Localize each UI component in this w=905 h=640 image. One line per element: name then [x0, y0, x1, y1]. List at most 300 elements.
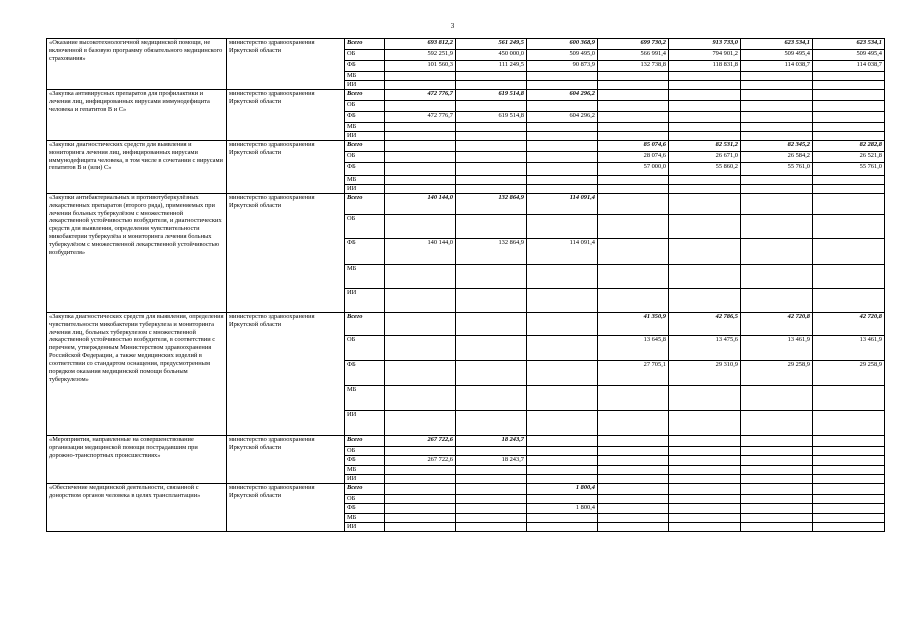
- value-cell: [813, 436, 885, 447]
- value-cell: [813, 523, 885, 532]
- value-cell: 57 000,0: [598, 163, 669, 176]
- value-cell: [813, 185, 885, 194]
- value-cell: [813, 101, 885, 112]
- value-cell: 604 296,2: [527, 112, 598, 123]
- value-cell: [669, 495, 741, 504]
- value-cell: [813, 81, 885, 90]
- value-cell: 623 534,1: [813, 39, 885, 50]
- source-label: ОБ: [345, 215, 385, 239]
- value-cell: [385, 163, 456, 176]
- value-cell: 118 831,8: [669, 61, 741, 72]
- value-cell: [385, 495, 456, 504]
- value-cell: [385, 132, 456, 141]
- value-cell: [385, 81, 456, 90]
- value-cell: [456, 132, 527, 141]
- value-cell: [669, 123, 741, 132]
- value-cell: [741, 123, 813, 132]
- value-cell: [598, 475, 669, 484]
- value-cell: 1 800,4: [527, 484, 598, 495]
- table-row: [47, 313, 885, 336]
- value-cell: [456, 176, 527, 185]
- value-cell: [527, 289, 598, 313]
- value-cell: 114 091,4: [527, 194, 598, 215]
- value-cell: 132 864,9: [456, 194, 527, 215]
- value-cell: [813, 514, 885, 523]
- value-cell: [669, 289, 741, 313]
- value-cell: [385, 466, 456, 475]
- value-cell: [527, 447, 598, 456]
- value-cell: 85 074,6: [598, 141, 669, 152]
- measure-name: «Мероприятия, направленные на совершенствование организации медицинской помощи пострадавшим при дорожно-транспортных происшествиях»: [47, 436, 227, 484]
- source-label: ФБ: [345, 112, 385, 123]
- value-cell: [385, 141, 456, 152]
- value-cell: 509 495,0: [527, 50, 598, 61]
- value-cell: [598, 436, 669, 447]
- value-cell: [527, 72, 598, 81]
- value-cell: [741, 411, 813, 436]
- value-cell: [669, 475, 741, 484]
- value-cell: [385, 289, 456, 313]
- page-number: 3: [450, 22, 455, 30]
- value-cell: [741, 475, 813, 484]
- value-cell: 26 671,0: [669, 152, 741, 163]
- value-cell: [456, 484, 527, 495]
- value-cell: [385, 185, 456, 194]
- value-cell: [456, 313, 527, 336]
- measure-name: «Закупка диагностических средств для выявления, определения чувствительности микобактерии туберкулеза и мониторинга лечения лиц, больных туберкулезом с множественной лекарственной устойчивостью возбудителя, в соответствии с перечнем, утвержденным Министерством здравоохранения Российской Федерации, а также медицинских изделий в соответствии со стандартом оснащения, предусмотренным порядком оказания медицинской помощи больным туберкулезом»: [47, 313, 227, 436]
- value-cell: [598, 185, 669, 194]
- value-cell: 18 243,7: [456, 436, 527, 447]
- source-label: Всего: [345, 90, 385, 101]
- value-cell: [669, 447, 741, 456]
- source-label: Всего: [345, 313, 385, 336]
- value-cell: 114 038,7: [813, 61, 885, 72]
- table-row: [47, 141, 885, 152]
- value-cell: [527, 336, 598, 361]
- value-cell: 41 350,9: [598, 313, 669, 336]
- value-cell: [598, 112, 669, 123]
- value-cell: 132 738,8: [598, 61, 669, 72]
- value-cell: [527, 386, 598, 411]
- source-label: ИИ: [345, 185, 385, 194]
- value-cell: [456, 447, 527, 456]
- value-cell: [813, 466, 885, 475]
- source-label: Всего: [345, 484, 385, 495]
- value-cell: [456, 163, 527, 176]
- source-label: Всего: [345, 194, 385, 215]
- value-cell: 509 495,4: [813, 50, 885, 61]
- value-cell: [527, 132, 598, 141]
- source-label: ОБ: [345, 50, 385, 61]
- value-cell: [813, 265, 885, 289]
- source-label: ИИ: [345, 523, 385, 532]
- value-cell: [741, 386, 813, 411]
- value-cell: [456, 475, 527, 484]
- value-cell: [598, 132, 669, 141]
- value-cell: [385, 361, 456, 386]
- value-cell: [669, 523, 741, 532]
- value-cell: [385, 475, 456, 484]
- value-cell: [456, 504, 527, 514]
- source-label: ФБ: [345, 61, 385, 72]
- source-label: ФБ: [345, 504, 385, 514]
- value-cell: [669, 466, 741, 475]
- budget-table: [46, 38, 885, 532]
- value-cell: [598, 194, 669, 215]
- value-cell: 28 074,6: [598, 152, 669, 163]
- value-cell: 619 514,8: [456, 90, 527, 101]
- value-cell: [741, 72, 813, 81]
- table-row: [47, 194, 885, 215]
- source-label: МБ: [345, 72, 385, 81]
- value-cell: 619 514,8: [456, 112, 527, 123]
- value-cell: [456, 523, 527, 532]
- value-cell: 509 495,4: [741, 50, 813, 61]
- value-cell: [598, 411, 669, 436]
- source-label: Всего: [345, 141, 385, 152]
- value-cell: [813, 386, 885, 411]
- value-cell: [669, 239, 741, 265]
- responsible-executor: министерство здравоохранения Иркутской области: [227, 436, 345, 484]
- value-cell: [669, 194, 741, 215]
- value-cell: [527, 523, 598, 532]
- value-cell: [669, 514, 741, 523]
- value-cell: [598, 484, 669, 495]
- value-cell: [669, 185, 741, 194]
- value-cell: [385, 215, 456, 239]
- value-cell: [598, 456, 669, 466]
- value-cell: [669, 132, 741, 141]
- value-cell: [456, 265, 527, 289]
- value-cell: [527, 495, 598, 504]
- value-cell: 566 991,4: [598, 50, 669, 61]
- source-label: ОБ: [345, 101, 385, 112]
- source-label: МБ: [345, 514, 385, 523]
- value-cell: 794 901,2: [669, 50, 741, 61]
- source-label: ОБ: [345, 495, 385, 504]
- value-cell: 42 720,8: [741, 313, 813, 336]
- value-cell: [741, 484, 813, 495]
- value-cell: 267 722,6: [385, 456, 456, 466]
- source-label: МБ: [345, 123, 385, 132]
- value-cell: [385, 386, 456, 411]
- value-cell: [456, 215, 527, 239]
- responsible-executor: министерство здравоохранения Иркутской области: [227, 141, 345, 194]
- value-cell: [598, 72, 669, 81]
- value-cell: 592 251,9: [385, 50, 456, 61]
- value-cell: [456, 336, 527, 361]
- value-cell: [385, 123, 456, 132]
- value-cell: [669, 484, 741, 495]
- value-cell: 114 091,4: [527, 239, 598, 265]
- source-label: МБ: [345, 265, 385, 289]
- value-cell: [741, 176, 813, 185]
- value-cell: [741, 265, 813, 289]
- value-cell: 472 776,7: [385, 90, 456, 101]
- value-cell: [456, 411, 527, 436]
- value-cell: [527, 436, 598, 447]
- value-cell: [669, 72, 741, 81]
- table-row: [47, 484, 885, 495]
- value-cell: [741, 101, 813, 112]
- measure-name: «Оказание высокотехнологичной медицинской помощи, не включенной в базовую программу обязательного медицинского страхования»: [47, 39, 227, 90]
- value-cell: [456, 514, 527, 523]
- value-cell: [669, 176, 741, 185]
- value-cell: [527, 475, 598, 484]
- value-cell: 114 038,7: [741, 61, 813, 72]
- value-cell: [741, 194, 813, 215]
- value-cell: [527, 456, 598, 466]
- value-cell: [527, 123, 598, 132]
- table-row: [47, 90, 885, 101]
- value-cell: [385, 411, 456, 436]
- value-cell: 693 812,2: [385, 39, 456, 50]
- value-cell: [741, 215, 813, 239]
- value-cell: [527, 101, 598, 112]
- value-cell: [669, 265, 741, 289]
- value-cell: 42 786,5: [669, 313, 741, 336]
- value-cell: 472 776,7: [385, 112, 456, 123]
- source-label: ФБ: [345, 163, 385, 176]
- measure-name: «Закупки диагностических средств для выявления и мониторинга лечения лиц, инфицированных вирусами иммунодефицита человека, в том числе в сочетании с вирусами гепатитов В и (или) С»: [47, 141, 227, 194]
- value-cell: [813, 289, 885, 313]
- source-label: ОБ: [345, 336, 385, 361]
- value-cell: [598, 289, 669, 313]
- source-label: МБ: [345, 386, 385, 411]
- value-cell: 600 368,9: [527, 39, 598, 50]
- value-cell: [741, 81, 813, 90]
- responsible-executor: министерство здравоохранения Иркутской области: [227, 39, 345, 90]
- value-cell: [527, 265, 598, 289]
- value-cell: [456, 72, 527, 81]
- value-cell: [813, 215, 885, 239]
- value-cell: 604 296,2: [527, 90, 598, 101]
- value-cell: [598, 514, 669, 523]
- value-cell: 450 000,0: [456, 50, 527, 61]
- responsible-executor: министерство здравоохранения Иркутской области: [227, 484, 345, 532]
- value-cell: [385, 265, 456, 289]
- source-label: ИИ: [345, 132, 385, 141]
- value-cell: 13 475,6: [669, 336, 741, 361]
- value-cell: [813, 484, 885, 495]
- value-cell: [669, 215, 741, 239]
- value-cell: 13 461,9: [813, 336, 885, 361]
- value-cell: [385, 101, 456, 112]
- value-cell: [813, 112, 885, 123]
- value-cell: [813, 411, 885, 436]
- value-cell: [813, 495, 885, 504]
- value-cell: 82 345,2: [741, 141, 813, 152]
- value-cell: 140 144,0: [385, 194, 456, 215]
- value-cell: [527, 514, 598, 523]
- value-cell: 90 873,9: [527, 61, 598, 72]
- source-label: МБ: [345, 176, 385, 185]
- value-cell: [527, 411, 598, 436]
- value-cell: [741, 466, 813, 475]
- value-cell: [527, 141, 598, 152]
- value-cell: [741, 90, 813, 101]
- value-cell: 267 722,6: [385, 436, 456, 447]
- source-label: ФБ: [345, 361, 385, 386]
- value-cell: [598, 523, 669, 532]
- value-cell: [813, 447, 885, 456]
- value-cell: [598, 81, 669, 90]
- value-cell: [598, 176, 669, 185]
- value-cell: [741, 447, 813, 456]
- value-cell: [598, 90, 669, 101]
- value-cell: 29 258,9: [741, 361, 813, 386]
- value-cell: [456, 81, 527, 90]
- value-cell: [598, 123, 669, 132]
- value-cell: 27 705,1: [598, 361, 669, 386]
- value-cell: 42 720,8: [813, 313, 885, 336]
- value-cell: [598, 239, 669, 265]
- value-cell: [813, 132, 885, 141]
- value-cell: 1 800,4: [527, 504, 598, 514]
- value-cell: [385, 504, 456, 514]
- value-cell: 699 730,2: [598, 39, 669, 50]
- value-cell: [385, 447, 456, 456]
- value-cell: [741, 239, 813, 265]
- value-cell: [669, 456, 741, 466]
- value-cell: [598, 495, 669, 504]
- value-cell: [527, 176, 598, 185]
- value-cell: [456, 123, 527, 132]
- value-cell: [527, 313, 598, 336]
- value-cell: [669, 436, 741, 447]
- measure-name: «Закупка антивирусных препаратов для профилактики и лечения лиц, инфицированных вирусами иммунодефицита человека и гепатитов В и С»: [47, 90, 227, 141]
- value-cell: [813, 90, 885, 101]
- value-cell: 82 531,2: [669, 141, 741, 152]
- source-label: ИИ: [345, 475, 385, 484]
- value-cell: [813, 72, 885, 81]
- value-cell: [741, 495, 813, 504]
- value-cell: [598, 504, 669, 514]
- value-cell: [527, 185, 598, 194]
- value-cell: [669, 504, 741, 514]
- value-cell: 101 560,3: [385, 61, 456, 72]
- value-cell: [598, 215, 669, 239]
- value-cell: [527, 361, 598, 386]
- value-cell: 26 584,2: [741, 152, 813, 163]
- value-cell: [598, 386, 669, 411]
- value-cell: [813, 123, 885, 132]
- value-cell: 29 310,9: [669, 361, 741, 386]
- value-cell: [669, 101, 741, 112]
- value-cell: 140 144,0: [385, 239, 456, 265]
- value-cell: [813, 456, 885, 466]
- value-cell: [385, 176, 456, 185]
- value-cell: 13 461,9: [741, 336, 813, 361]
- value-cell: [527, 466, 598, 475]
- value-cell: [385, 152, 456, 163]
- value-cell: [598, 447, 669, 456]
- value-cell: [669, 411, 741, 436]
- source-label: ИИ: [345, 289, 385, 313]
- value-cell: [741, 112, 813, 123]
- value-cell: [813, 504, 885, 514]
- value-cell: [813, 194, 885, 215]
- value-cell: 55 761,0: [741, 163, 813, 176]
- value-cell: [385, 72, 456, 81]
- value-cell: [741, 523, 813, 532]
- source-label: МБ: [345, 466, 385, 475]
- source-label: ИИ: [345, 81, 385, 90]
- value-cell: 82 282,8: [813, 141, 885, 152]
- value-cell: [456, 101, 527, 112]
- value-cell: [385, 484, 456, 495]
- value-cell: [741, 289, 813, 313]
- value-cell: [741, 504, 813, 514]
- value-cell: [813, 475, 885, 484]
- value-cell: [741, 132, 813, 141]
- value-cell: [669, 386, 741, 411]
- value-cell: [456, 141, 527, 152]
- value-cell: [385, 313, 456, 336]
- value-cell: [527, 215, 598, 239]
- source-label: ОБ: [345, 152, 385, 163]
- source-label: Всего: [345, 436, 385, 447]
- value-cell: [741, 436, 813, 447]
- source-label: ОБ: [345, 447, 385, 456]
- value-cell: 55 860,2: [669, 163, 741, 176]
- value-cell: [598, 101, 669, 112]
- value-cell: [385, 523, 456, 532]
- source-label: ИИ: [345, 411, 385, 436]
- value-cell: 111 249,5: [456, 61, 527, 72]
- value-cell: [456, 361, 527, 386]
- responsible-executor: министерство здравоохранения Иркутской области: [227, 90, 345, 141]
- responsible-executor: министерство здравоохранения Иркутской области: [227, 313, 345, 436]
- table-row: [47, 39, 885, 50]
- value-cell: [456, 466, 527, 475]
- value-cell: 132 864,9: [456, 239, 527, 265]
- value-cell: [527, 163, 598, 176]
- value-cell: 18 243,7: [456, 456, 527, 466]
- value-cell: [669, 81, 741, 90]
- source-label: Всего: [345, 39, 385, 50]
- value-cell: 913 733,0: [669, 39, 741, 50]
- value-cell: 26 521,8: [813, 152, 885, 163]
- value-cell: [741, 514, 813, 523]
- value-cell: [669, 112, 741, 123]
- value-cell: 29 258,9: [813, 361, 885, 386]
- measure-name: «Закупки антибактериальных и противотуберкулёзных лекарственных препаратов (второго ряда), применяемых при лечении больных туберкулёзом с множественной лекарственной устойчивостью возбудителя, и диагностических средств для выявления, определения чувствительности микобактерии туберкулёза и мониторинга лечения больных туберкулёзом с множественной лекарственной устойчивостью возбудителя»: [47, 194, 227, 313]
- value-cell: 13 645,8: [598, 336, 669, 361]
- value-cell: [598, 265, 669, 289]
- value-cell: [456, 289, 527, 313]
- source-label: ФБ: [345, 456, 385, 466]
- value-cell: [813, 239, 885, 265]
- value-cell: [456, 185, 527, 194]
- value-cell: [385, 336, 456, 361]
- value-cell: [527, 81, 598, 90]
- value-cell: [456, 152, 527, 163]
- value-cell: [741, 185, 813, 194]
- value-cell: [527, 152, 598, 163]
- value-cell: [456, 386, 527, 411]
- value-cell: [385, 514, 456, 523]
- source-label: ФБ: [345, 239, 385, 265]
- value-cell: 561 249,5: [456, 39, 527, 50]
- value-cell: [669, 90, 741, 101]
- table-row: [47, 436, 885, 447]
- value-cell: 623 534,1: [741, 39, 813, 50]
- value-cell: [598, 466, 669, 475]
- value-cell: [813, 176, 885, 185]
- value-cell: [456, 495, 527, 504]
- measure-name: «Обеспечение медицинской деятельности, связанной с донорством органов человека в целях трансплантации»: [47, 484, 227, 532]
